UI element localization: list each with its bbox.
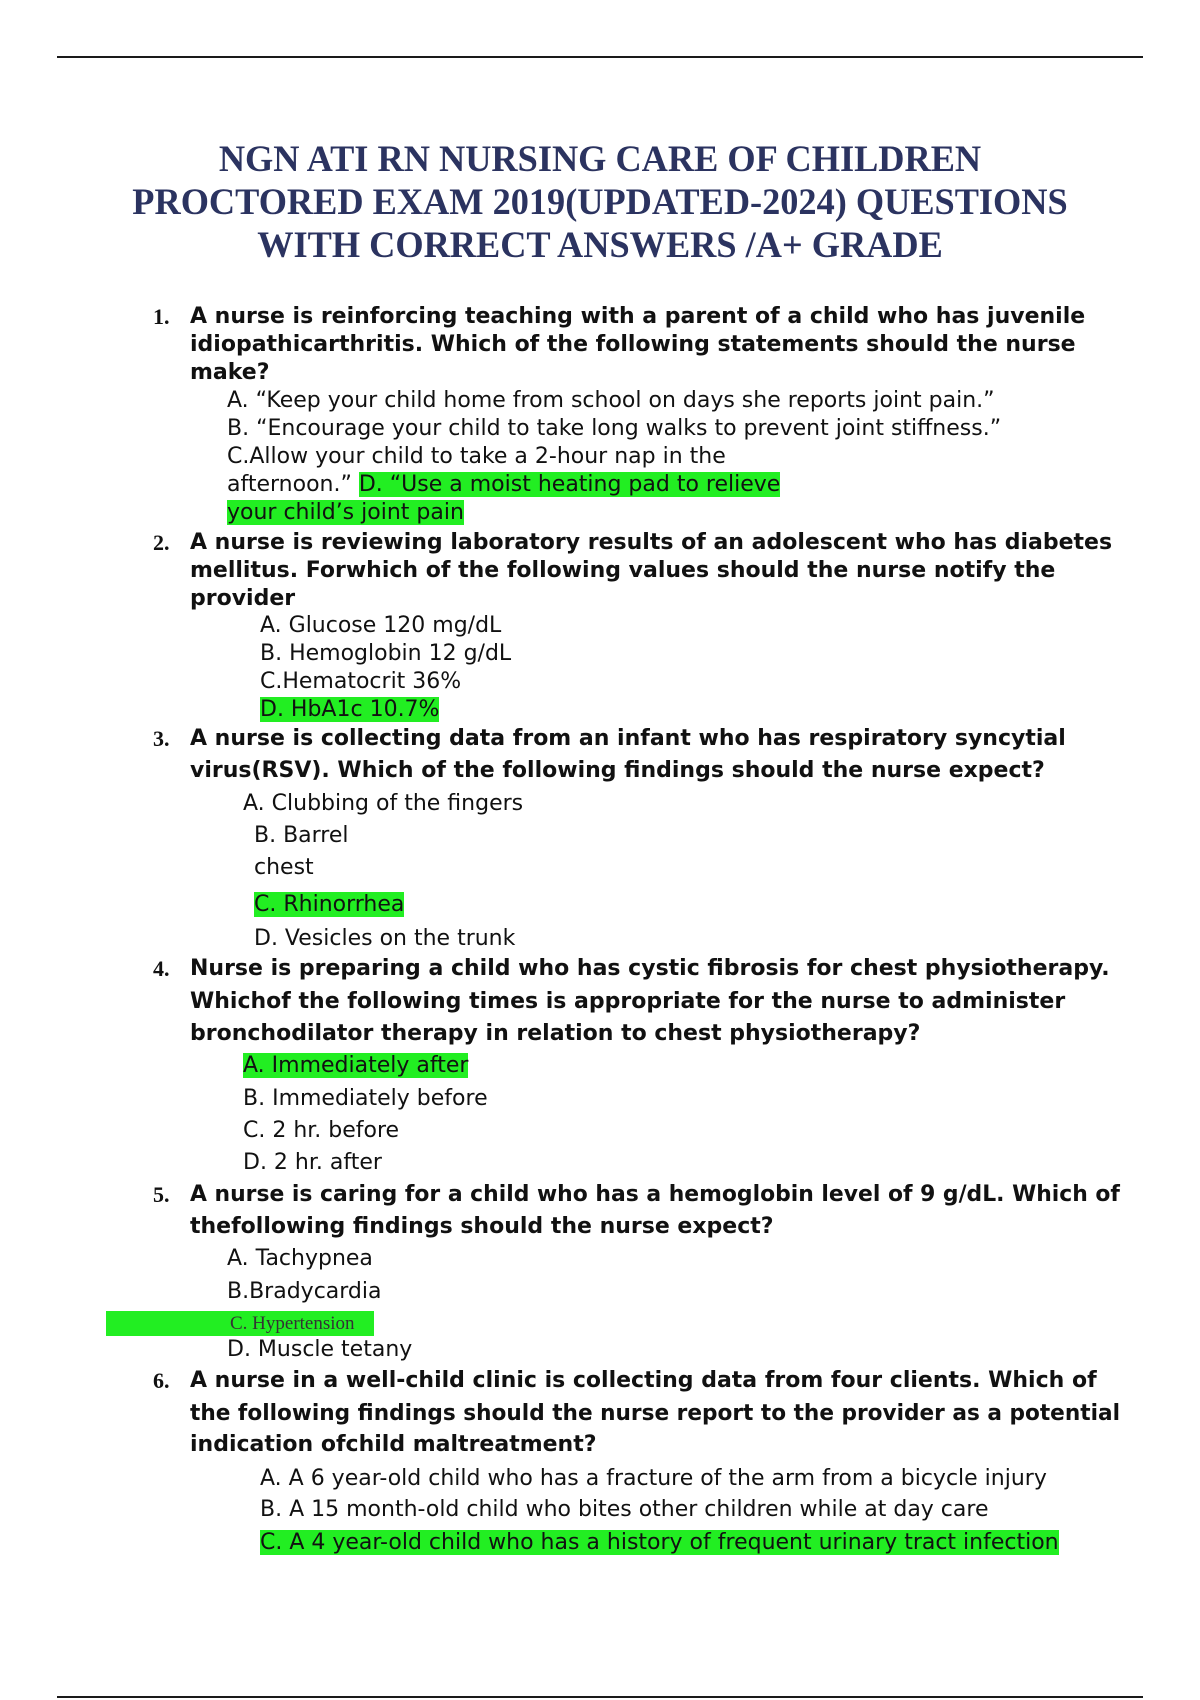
correct-answer-highlight: D. “Use a moist heating pad to relieve — [358, 472, 781, 497]
question-text-line: indication ofchild maltreatment? — [190, 1432, 597, 1457]
question-text-line: Nurse is preparing a child who has cystic fibrosis for chest physiotherapy. — [190, 956, 1110, 981]
answer-option-a: A. A 6 year-old child who has a fracture of the arm from a bicycle injury — [260, 1466, 1047, 1491]
answer-option-c — [254, 891, 404, 919]
title-line-1: NGN ATI RN NURSING CARE OF CHILDREN — [218, 139, 982, 180]
answer-option-a — [243, 1052, 468, 1080]
answer-option-d: D. 2 hr. after — [243, 1150, 382, 1175]
answer-option-b: B. “Encourage your child to take long walks to prevent joint stiffness.” — [227, 416, 1002, 441]
question-number: 5. — [153, 1182, 170, 1207]
question-text-line: bronchodilator therapy in relation to chest physiotherapy? — [190, 1021, 921, 1046]
question-text-line: thefollowing findings should the nurse expect? — [190, 1214, 774, 1239]
answer-option-b: B. Hemoglobin 12 g/dL — [260, 641, 512, 666]
question-number: 2. — [153, 530, 170, 555]
answer-option-c: C. Hypertension — [230, 1313, 355, 1334]
answer-option-b: B. Barrel — [254, 823, 349, 848]
question-text-line: A nurse is reviewing laboratory results of an adolescent who has diabetes — [190, 530, 1113, 555]
correct-answer-highlight: D. HbA1c 10.7% — [260, 697, 440, 722]
answer-option-b: B. Immediately before — [243, 1086, 488, 1111]
question-text-line: make? — [190, 360, 270, 385]
correct-answer-highlight: A. Immediately after — [243, 1053, 469, 1078]
question-text-line: the following findings should the nurse report to the provider as a potential — [190, 1401, 1120, 1426]
answer-option-a: A. Clubbing of the fingers — [243, 791, 524, 816]
correct-answer-continued — [227, 499, 464, 527]
question-text-line: A nurse is reinforcing teaching with a parent of a child who has juvenile — [190, 304, 1086, 329]
answer-option-a: A. “Keep your child home from school on days she reports joint pain.” — [227, 388, 995, 413]
question-text-line: provider — [190, 586, 296, 611]
correct-answer-highlight: C. Rhinorrhea — [254, 892, 405, 917]
answer-option-d: D. Vesicles on the trunk — [254, 926, 516, 951]
answer-option-b: B.Bradycardia — [227, 1279, 382, 1304]
question-number: 4. — [153, 956, 170, 981]
answer-option-a: A. Tachypnea — [227, 1246, 373, 1271]
answer-option-d: D. Muscle tetany — [227, 1337, 413, 1362]
answer-option-d — [260, 696, 439, 724]
answer-option-c: C.Hematocrit 36% — [260, 669, 462, 694]
answer-option-b: B. A 15 month-old child who bites other children while at day care — [260, 1497, 989, 1522]
answer-option-b-continued: chest — [254, 855, 314, 880]
answer-option-c: C.Allow your child to take a 2-hour nap in the — [227, 444, 726, 469]
answer-option-c — [260, 1529, 1059, 1557]
question-number: 3. — [153, 726, 170, 751]
question-number: 1. — [153, 304, 170, 329]
question-number: 6. — [153, 1368, 170, 1393]
question-text-line: A nurse in a well-child clinic is collecting data from four clients. Which of — [190, 1368, 1097, 1393]
document-title — [60, 138, 1140, 267]
answer-option-c-continued: afternoon.” D. “Use a moist heating pad to relieve — [227, 472, 781, 497]
correct-answer-highlight: your child’s joint pain — [227, 500, 464, 525]
question-text-line: A nurse is caring for a child who has a hemoglobin level of 9 g/dL. Which of — [190, 1182, 1120, 1207]
title-line-3: WITH CORRECT ANSWERS /A+ GRADE — [257, 225, 943, 266]
question-text-line: mellitus. Forwhich of the following values should the nurse notify the — [190, 558, 1056, 583]
correct-answer-highlight: C. A 4 year-old child who has a history of frequent urinary tract infection — [260, 1530, 1059, 1555]
question-text-line: Whichof the following times is appropriate for the nurse to administer — [190, 989, 1066, 1014]
question-text-line: virus(RSV). Which of the following findings should the nurse expect? — [190, 758, 1045, 783]
top-rule — [57, 56, 1143, 58]
title-line-2: PROCTORED EXAM 2019(UPDATED-2024) QUESTIONS — [132, 182, 1068, 223]
answer-option-a: A. Glucose 120 mg/dL — [260, 613, 502, 638]
bottom-rule — [57, 1696, 1143, 1698]
answer-option-c: C. 2 hr. before — [243, 1118, 400, 1143]
question-text-line: idiopathicarthritis. Which of the following statements should the nurse — [190, 332, 1076, 357]
question-text-line: A nurse is collecting data from an infant who has respiratory syncytial — [190, 726, 1066, 751]
